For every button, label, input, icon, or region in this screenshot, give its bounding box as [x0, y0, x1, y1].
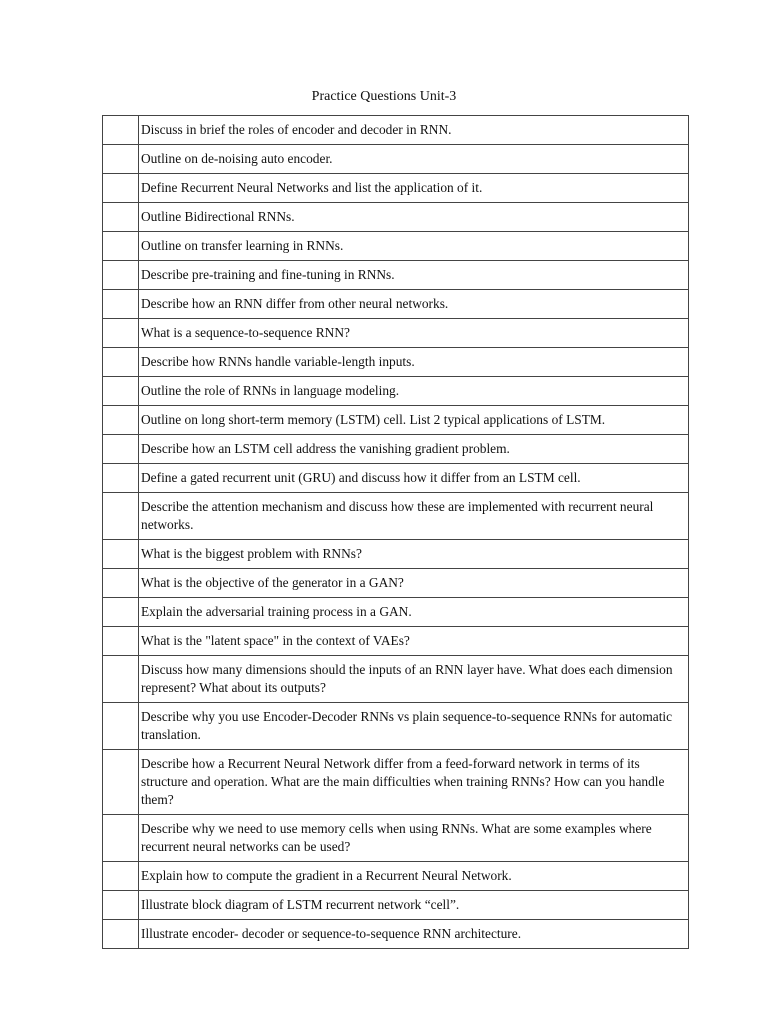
question-number-cell: [103, 656, 139, 703]
question-row: [103, 377, 689, 406]
page-title: Practice Questions Unit-3: [311, 89, 457, 104]
question-number-cell: [103, 569, 139, 598]
question-text: Define Recurrent Neural Networks and list the application of it.: [139, 174, 689, 203]
question-row: [103, 174, 689, 203]
question-text: Describe how an RNN differ from other neural networks.: [139, 290, 689, 319]
question-row: [103, 920, 689, 949]
question-text: Describe why we need to use memory cells when using RNNs. What are some examples where recurrent neural networks can be used?: [139, 815, 689, 862]
question-row: [103, 627, 689, 656]
question-text: Outline on transfer learning in RNNs.: [139, 232, 689, 261]
question-text: Describe how a Recurrent Neural Network differ from a feed-forward network in terms of its structure and operation. What are the main difficulties when training RNNs? How can you handle them?: [139, 750, 689, 815]
question-number-cell: [103, 348, 139, 377]
question-row: [103, 406, 689, 435]
question-number-cell: [103, 703, 139, 750]
question-text: Describe pre-training and fine-tuning in RNNs.: [139, 261, 689, 290]
question-row: [103, 261, 689, 290]
question-row: [103, 116, 689, 145]
question-row: [103, 569, 689, 598]
question-text: Illustrate block diagram of LSTM recurrent network “cell”.: [139, 891, 689, 920]
question-number-cell: [103, 598, 139, 627]
question-text: What is the objective of the generator in a GAN?: [139, 569, 689, 598]
question-number-cell: [103, 261, 139, 290]
question-row: [103, 464, 689, 493]
question-row: [103, 203, 689, 232]
question-text: What is the "latent space" in the context of VAEs?: [139, 627, 689, 656]
question-row: [103, 348, 689, 377]
question-text: Describe how an LSTM cell address the vanishing gradient problem.: [139, 435, 689, 464]
question-row: [103, 290, 689, 319]
question-text: Explain the adversarial training process in a GAN.: [139, 598, 689, 627]
question-text: Outline on de-noising auto encoder.: [139, 145, 689, 174]
question-text: Explain how to compute the gradient in a Recurrent Neural Network.: [139, 862, 689, 891]
question-number-cell: [103, 464, 139, 493]
question-number-cell: [103, 435, 139, 464]
question-text: Outline Bidirectional RNNs.: [139, 203, 689, 232]
question-text: Define a gated recurrent unit (GRU) and discuss how it differ from an LSTM cell.: [139, 464, 689, 493]
question-row: [103, 656, 689, 703]
question-text: Describe how RNNs handle variable-length inputs.: [139, 348, 689, 377]
question-number-cell: [103, 406, 139, 435]
question-number-cell: [103, 174, 139, 203]
question-number-cell: [103, 540, 139, 569]
question-text: Outline the role of RNNs in language modeling.: [139, 377, 689, 406]
question-row: [103, 319, 689, 348]
question-row: [103, 540, 689, 569]
question-number-cell: [103, 290, 139, 319]
question-text: Describe why you use Encoder-Decoder RNNs vs plain sequence-to-sequence RNNs for automatic translation.: [139, 703, 689, 750]
question-number-cell: [103, 627, 139, 656]
question-text: Discuss in brief the roles of encoder and decoder in RNN.: [139, 116, 689, 145]
question-number-cell: [103, 493, 139, 540]
question-row: [103, 750, 689, 815]
question-text: Describe the attention mechanism and discuss how these are implemented with recurrent neural networks.: [139, 493, 689, 540]
question-text: What is the biggest problem with RNNs?: [139, 540, 689, 569]
question-row: [103, 435, 689, 464]
question-text: Illustrate encoder- decoder or sequence-to-sequence RNN architecture.: [139, 920, 689, 949]
question-number-cell: [103, 750, 139, 815]
question-row: [103, 703, 689, 750]
question-number-cell: [103, 862, 139, 891]
question-number-cell: [103, 920, 139, 949]
question-number-cell: [103, 815, 139, 862]
question-number-cell: [103, 203, 139, 232]
question-row: [103, 862, 689, 891]
questions-table: [102, 115, 689, 949]
question-row: [103, 145, 689, 174]
question-row: [103, 891, 689, 920]
question-row: [103, 815, 689, 862]
question-row: [103, 598, 689, 627]
question-number-cell: [103, 116, 139, 145]
question-number-cell: [103, 319, 139, 348]
question-row: [103, 232, 689, 261]
question-text: What is a sequence-to-sequence RNN?: [139, 319, 689, 348]
questions-table-body: [103, 116, 689, 949]
question-row: [103, 493, 689, 540]
question-number-cell: [103, 232, 139, 261]
question-number-cell: [103, 891, 139, 920]
question-number-cell: [103, 377, 139, 406]
question-text: Discuss how many dimensions should the inputs of an RNN layer have. What does each dimension represent? What about its outputs?: [139, 656, 689, 703]
question-text: Outline on long short-term memory (LSTM) cell. List 2 typical applications of LSTM.: [139, 406, 689, 435]
question-number-cell: [103, 145, 139, 174]
